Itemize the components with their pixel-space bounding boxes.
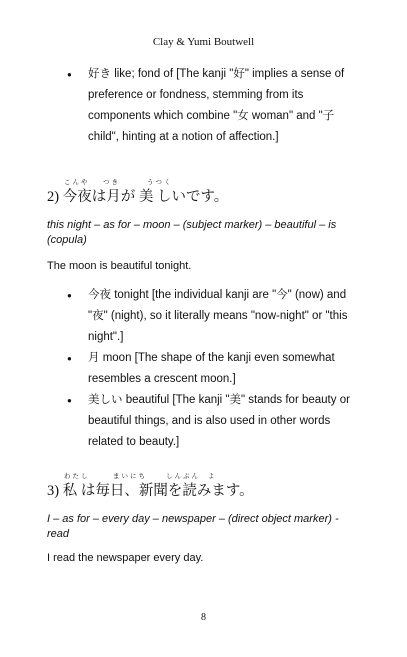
furigana: こんや <box>64 178 90 186</box>
furigana: うつく <box>147 178 173 186</box>
word-gloss: this night – as for – moon – (subject marker) – beautiful – is (copula) <box>47 219 337 246</box>
running-header: Clay & Yumi Boutwell <box>152 36 255 48</box>
furigana: つき <box>103 178 120 186</box>
list-item: ● 美しい beautiful [The kanji "美" stands for beauty or beautiful things, and is also used in other words related to beauty.] <box>62 390 362 453</box>
list-item: ● 今夜 tonight [the individual kanji are "今" (now) and "夜" (night), so it literally means "now-night" or "this night".] <box>62 285 362 348</box>
translation: I read the newspaper every day. <box>47 552 204 564</box>
furigana: わたし <box>64 472 90 480</box>
furigana: しんぶん <box>166 472 200 480</box>
furigana: まいにち <box>113 472 147 480</box>
list-item: ● 月 moon [The shape of the kanji even somewhat resembles a crescent moon.] <box>62 348 362 390</box>
vocab-list <box>62 285 362 453</box>
furigana: よ <box>208 472 217 480</box>
list-item: ● 好き like; fond of [The kanji "好" implies a sense of preference or fondness, stemming from its components which combine "女 woman" and "子 child", hinting at a notion of affection.] <box>62 64 362 148</box>
page-number: 8 <box>201 612 206 623</box>
vocab-list-top <box>62 64 362 148</box>
sentence-heading: 2) 今夜は月が 美 しいです。 <box>47 189 229 205</box>
word-gloss: I – as for – every day – newspaper – (direct object marker) - read <box>47 513 339 540</box>
sentence-heading: 3) 私 は毎日、新聞を読みます。 <box>47 483 254 499</box>
translation: The moon is beautiful tonight. <box>47 260 192 272</box>
